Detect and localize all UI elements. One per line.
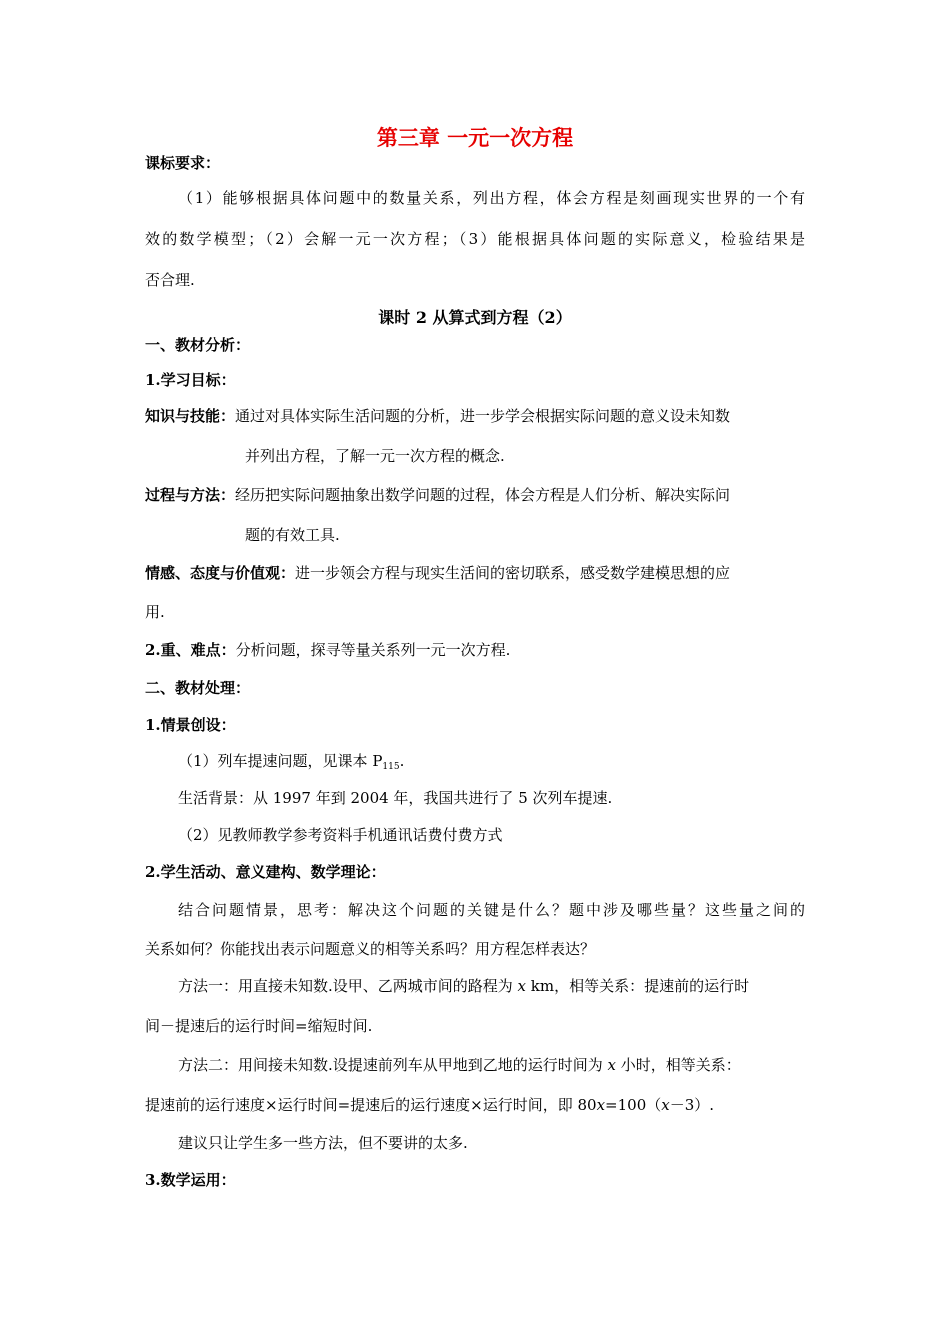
method-2-text: 方法二：用间接未知数.设提速前列车从甲地到乙地的运行时间为 (178, 1056, 608, 1074)
goal-attitude-text-2: 用. (145, 603, 165, 621)
curriculum-line-1: （1）能够根据具体问题中的数量关系，列出方程，体会方程是刻画现实世界的一个有 (178, 189, 805, 207)
goal-knowledge-text-1: 通过对具体实际生活问题的分析，进一步学会根据实际问题的意义设未知数 (235, 407, 731, 425)
method-1-text-end: km，相等关系：提速前的运行时 (526, 977, 750, 995)
equation-mid: =100（ (605, 1096, 662, 1114)
goal-attitude (145, 563, 730, 583)
learning-goals-heading: 1.学习目标： (145, 371, 236, 389)
think-line-2: 关系如何？你能找出表示问题意义的相等关系吗？用方程怎样表达？ (145, 940, 596, 958)
method-2-line-2 (145, 1095, 714, 1115)
goal-process (145, 485, 730, 505)
activity-heading: 2.学生活动、意义建构、数学理论： (145, 863, 386, 881)
think-line-1: 结合问题情景，思考：解决这个问题的关键是什么？题中涉及哪些量？这些量之间的 (178, 901, 805, 919)
section-2-heading: 二、教材处理： (145, 679, 251, 697)
goal-attitude-label: 情感、态度与价值观： (145, 564, 296, 582)
curriculum-line-2: 效的数学模型；（2）会解一元一次方程；（3）能根据具体问题的实际意义，检验结果是 (145, 230, 805, 248)
method-1-line-1 (178, 976, 749, 996)
variable-x: x (517, 977, 527, 995)
advice-text: 建议只让学生多一些方法，但不要讲的太多. (178, 1134, 468, 1152)
key-points-label: 2.重、难点： (145, 641, 236, 659)
goal-process-text-1: 经历把实际问题抽象出数学问题的过程，体会方程是人们分析、解决实际问 (235, 486, 731, 504)
chapter-title: 第三章 一元一次方程 (376, 126, 574, 150)
method-1-line-2: 间－提速后的运行时间=缩短时间. (145, 1017, 373, 1035)
lesson-title: 课时 2 从算式到方程（2） (378, 308, 572, 327)
page-ref-subscript: 115 (382, 762, 400, 772)
goal-knowledge (145, 406, 730, 426)
key-points-text: 分析问题，探寻等量关系列一元一次方程. (235, 641, 511, 659)
variable-x: x (607, 1056, 617, 1074)
scenario-1 (178, 751, 404, 777)
curriculum-line-3: 否合理. (145, 271, 195, 289)
goal-knowledge-text-2: 并列出方程，了解一元一次方程的概念. (245, 447, 505, 465)
scenario-1-end: . (399, 752, 405, 770)
method-1-text: 方法一：用直接未知数.设甲、乙两城市间的路程为 (178, 977, 518, 995)
goal-attitude-text-1: 进一步领会方程与现实生活间的密切联系，感受数学建模思想的应 (295, 564, 731, 582)
equation-end: －3）. (669, 1096, 715, 1114)
goal-process-text-2: 题的有效工具. (245, 526, 340, 544)
method-2-line-1 (178, 1055, 741, 1075)
method-2-text-end: 小时，相等关系： (616, 1056, 741, 1074)
variable-x: x (661, 1096, 670, 1114)
variable-x: x (596, 1096, 606, 1114)
curriculum-label: 课标要求： (145, 154, 221, 172)
goal-knowledge-label: 知识与技能： (145, 407, 236, 425)
key-points (145, 640, 510, 660)
scenario-1-text: （1）列车提速问题，见课本 P (178, 752, 383, 770)
goal-process-label: 过程与方法： (145, 486, 236, 504)
section-1-heading: 一、教材分析： (145, 336, 251, 354)
scenario-2: （2）见教师教学参考资料手机通讯话费付费方式 (178, 826, 503, 844)
math-application-heading: 3.数学运用： (145, 1171, 236, 1189)
scenario-background: 生活背景：从 1997 年到 2004 年，我国共进行了 5 次列车提速. (178, 789, 613, 807)
equation-text: 提速前的运行速度×运行时间=提速后的运行速度×运行时间，即 80 (145, 1096, 597, 1114)
scenario-heading: 1.情景创设： (145, 716, 236, 734)
